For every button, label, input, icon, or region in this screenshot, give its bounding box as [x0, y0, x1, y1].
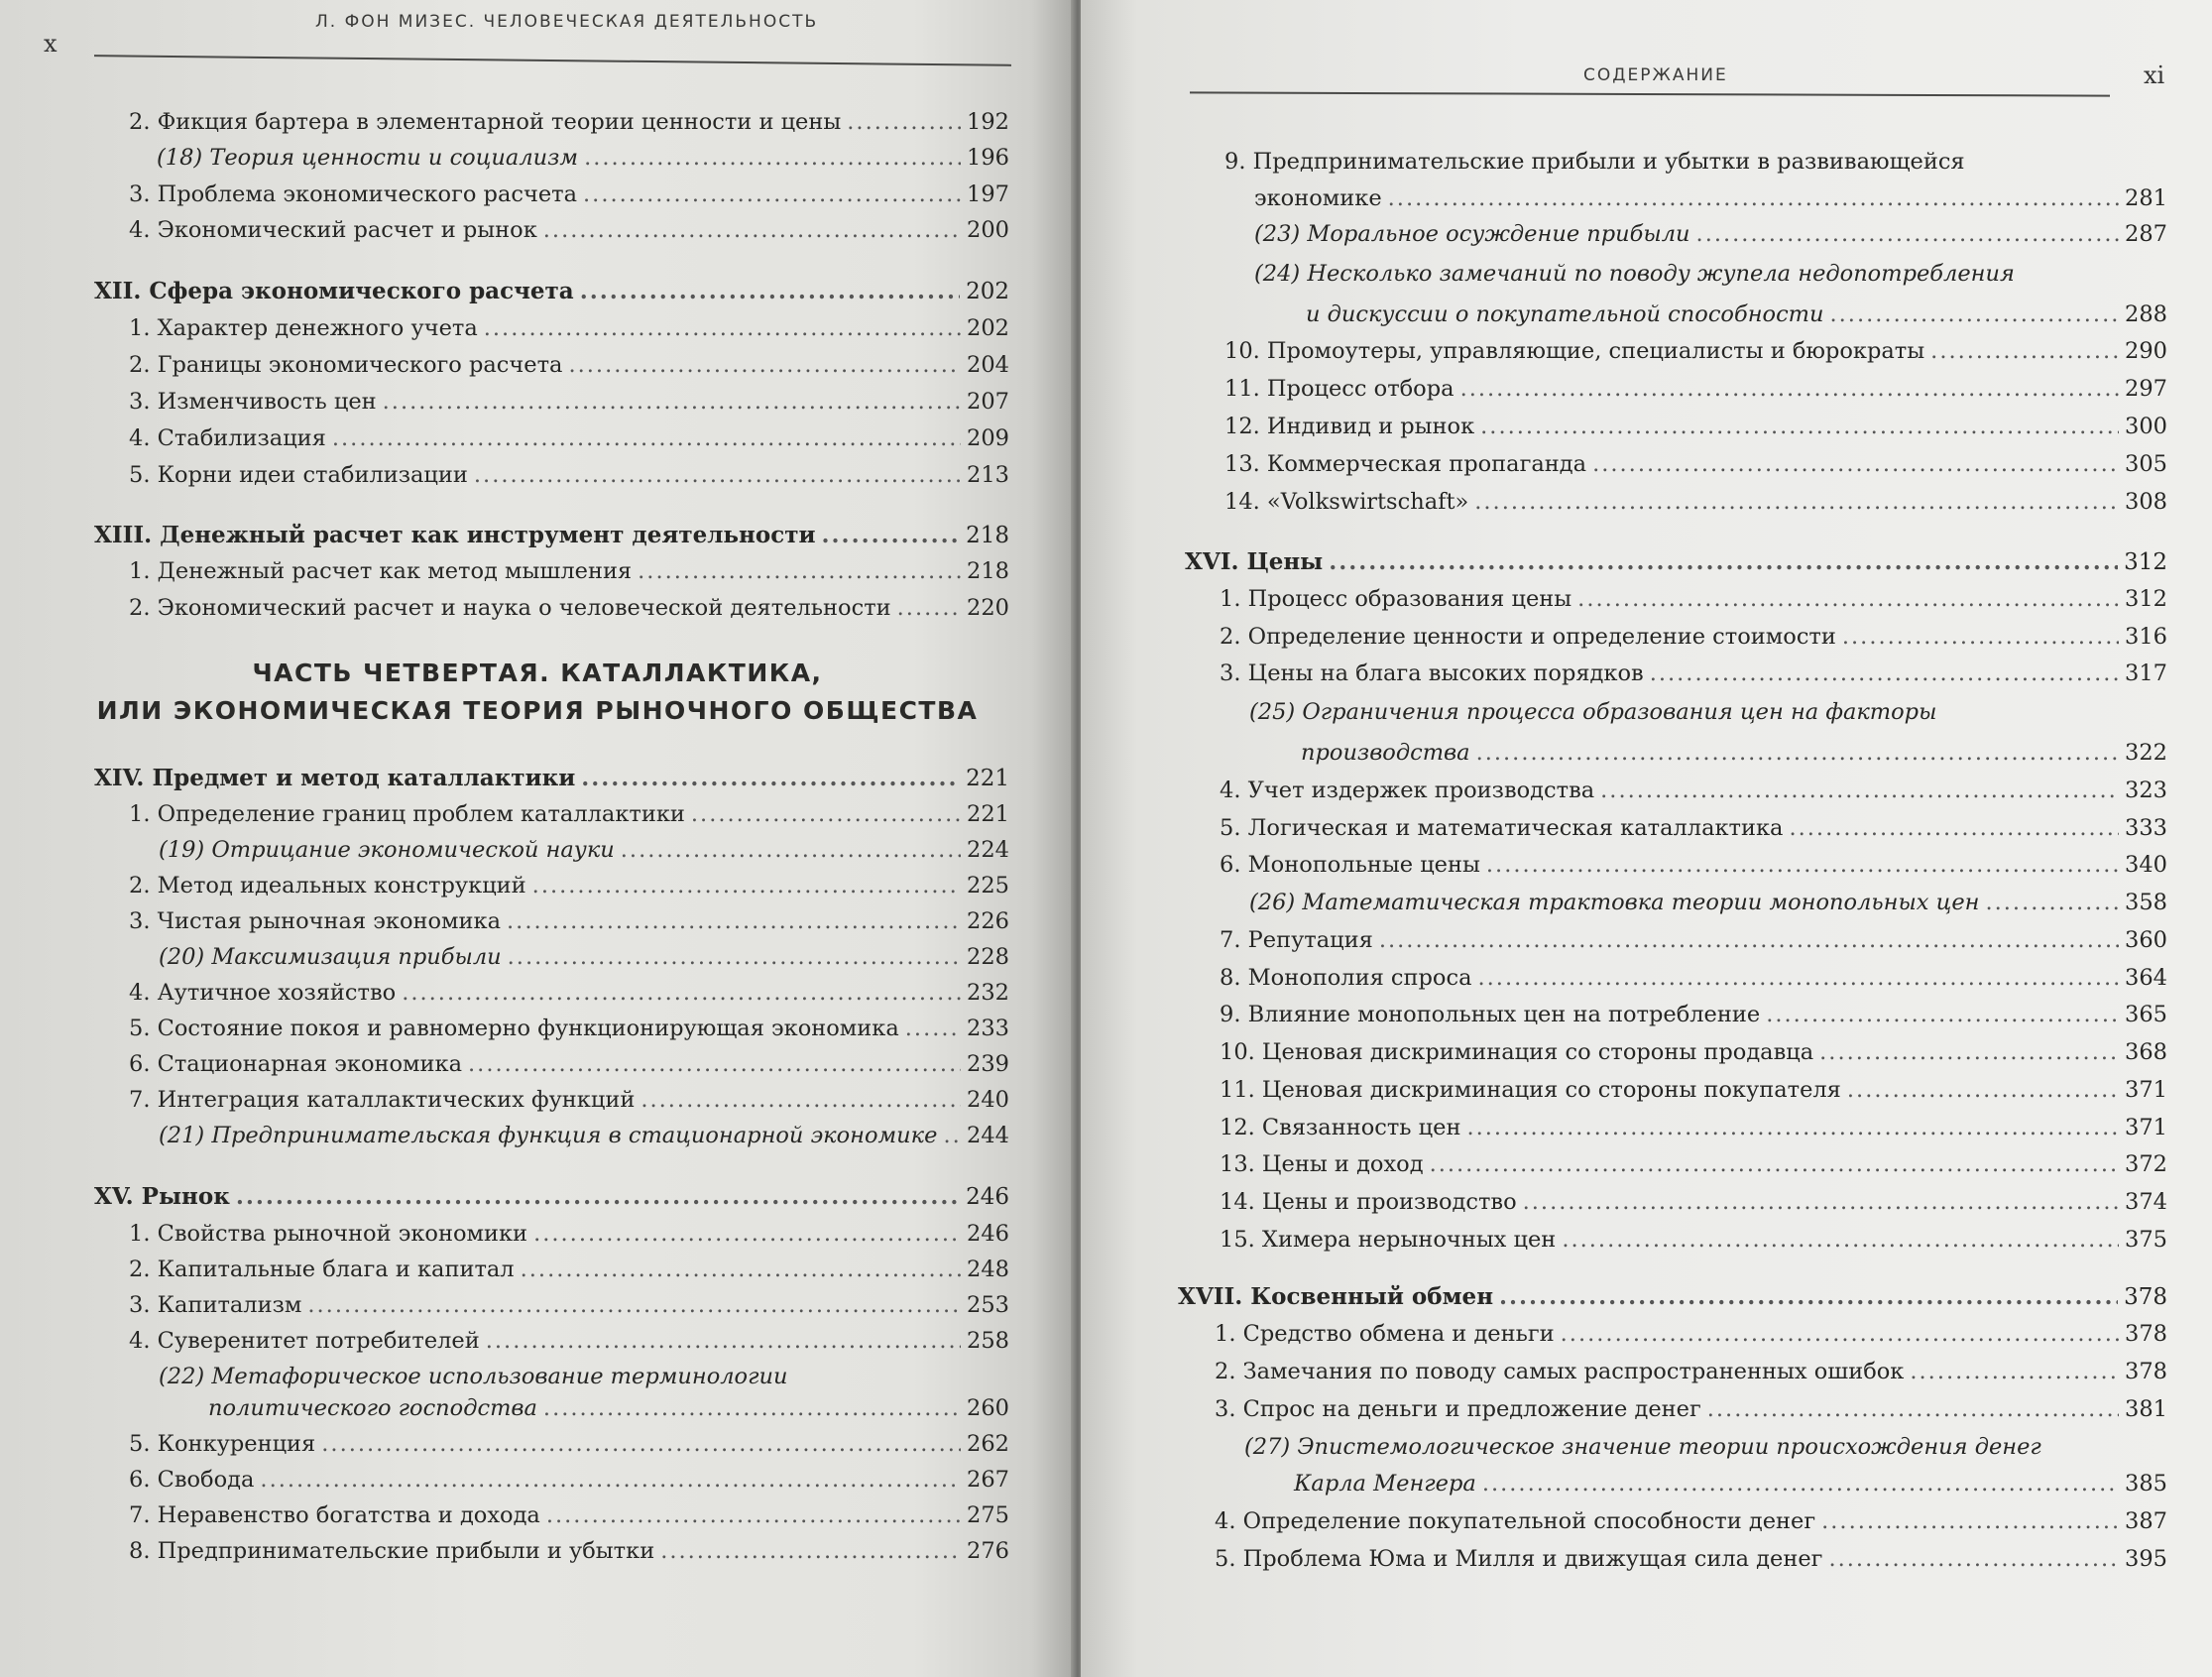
toc-entry-page: 202 [967, 315, 1009, 341]
toc-entry[interactable] [1220, 776, 2167, 805]
leader-dots [521, 1255, 961, 1284]
toc-entry-title: 4. Учет издержек производства [1220, 778, 1595, 803]
toc-entry-title: 8. Предпринимательские прибыли и убытки [129, 1538, 655, 1564]
left-running-head: Л. ФОН МИЗЕС. ЧЕЛОВЕЧЕСКАЯ ДЕЯТЕЛЬНОСТЬ [315, 12, 819, 32]
toc-entry-page: 305 [2125, 451, 2167, 477]
toc-entry[interactable] [1220, 659, 2167, 688]
toc-entry[interactable] [1220, 622, 2167, 652]
toc-entry-page: 218 [967, 558, 1009, 584]
toc-entry-title: 4. Стабилизация [129, 425, 326, 451]
toc-entry-page: 287 [2125, 221, 2167, 247]
toc-entry[interactable] [1215, 1544, 2167, 1574]
toc-entry-title: 9. Влияние монопольных цен на потребление [1220, 1002, 1761, 1027]
toc-entry[interactable] [129, 387, 1009, 417]
toc-entry[interactable] [157, 143, 1009, 173]
leader-dots [640, 1085, 961, 1115]
toc-entry-page: 288 [2125, 301, 2167, 327]
toc-entry-page: 192 [967, 109, 1009, 135]
toc-entry-title: XIII. Денежный расчет как инструмент деятельности [94, 522, 816, 548]
leader-dots [1499, 1282, 2118, 1312]
toc-entry-title: 7. Неравенство богатства и дохода [129, 1502, 540, 1528]
toc-entry[interactable] [1301, 738, 2167, 768]
toc-entry-title: 7. Интеграция каталлактических функций [129, 1087, 636, 1113]
leader-dots [402, 978, 961, 1008]
toc-entry-page: 246 [967, 1221, 1009, 1247]
leader-dots [474, 460, 961, 490]
toc-entry[interactable] [1220, 925, 2167, 955]
toc-entry-title: 12. Связанность цен [1220, 1115, 1461, 1140]
leader-dots [332, 423, 961, 453]
toc-entry[interactable] [1224, 487, 2167, 517]
toc-entry-title: 1. Свойства рыночной экономики [129, 1221, 528, 1247]
toc-entry-page: 275 [967, 1502, 1009, 1528]
part-title [0, 655, 1075, 730]
leader-dots [1830, 299, 2120, 329]
toc-entry-page: 322 [2125, 740, 2167, 766]
toc-entry[interactable] [1220, 584, 2167, 614]
leader-dots [1577, 584, 2119, 614]
toc-chapter[interactable] [94, 277, 1009, 306]
toc-entry[interactable] [1215, 1319, 2167, 1349]
toc-entry[interactable] [129, 1465, 1009, 1495]
toc-entry[interactable] [129, 350, 1009, 380]
toc-entry[interactable] [129, 313, 1009, 343]
toc-entry-title: 3. Спрос на деньги и предложение денег [1215, 1396, 1701, 1422]
leader-dots [533, 1219, 961, 1249]
leader-dots [1842, 622, 2119, 652]
right-folio: xi [2144, 61, 2165, 89]
toc-entry-page: 196 [967, 145, 1009, 171]
toc-entry[interactable] [129, 1536, 1009, 1566]
leader-dots [1329, 547, 2118, 577]
toc-entry-page: 371 [2125, 1077, 2167, 1103]
toc-entry-page: 297 [2125, 376, 2167, 402]
toc-entry[interactable] [1215, 1506, 2167, 1536]
leader-dots [507, 906, 961, 936]
toc-entry-title: XII. Сфера экономического расчета [94, 278, 574, 304]
leader-dots [1460, 374, 2119, 404]
toc-entry-page: 232 [967, 980, 1009, 1006]
toc-entry-title: 1. Определение границ проблем каталлактики [129, 801, 685, 827]
toc-entry-title: 1. Процесс образования цены [1220, 586, 1572, 612]
leader-dots [1707, 1394, 2119, 1424]
toc-entry[interactable] [129, 799, 1009, 829]
toc-entry[interactable] [129, 215, 1009, 245]
toc-entry[interactable] [1220, 1113, 2167, 1142]
toc-entry-title: 15. Химера нерыночных цен [1220, 1227, 1557, 1253]
leader-dots [1821, 1506, 2119, 1536]
toc-entry-page: 364 [2125, 965, 2167, 991]
toc-entry-title: 5. Логическая и математическая каталлактика [1220, 815, 1784, 841]
leader-dots [1561, 1319, 2119, 1349]
toc-entry-title: 11. Процесс отбора [1224, 376, 1455, 402]
toc-entry-title: 3. Чистая рыночная экономика [129, 908, 502, 934]
leader-dots [260, 1465, 961, 1495]
leader-dots [543, 1393, 961, 1423]
toc-entry-title: 4. Суверенитет потребителей [129, 1328, 480, 1354]
toc-entry-page: 204 [967, 352, 1009, 378]
toc-entry-page: 375 [2125, 1227, 2167, 1253]
toc-entry-title: 5. Состояние покоя и равномерно функционирующая экономика [129, 1016, 899, 1041]
toc-entry-title: 13. Коммерческая пропаганда [1224, 451, 1587, 477]
leader-dots [508, 942, 961, 972]
toc-entry[interactable] [1294, 1469, 2167, 1498]
toc-entry-page: 221 [966, 766, 1009, 791]
toc-entry-page: 202 [966, 279, 1009, 304]
toc-chapter[interactable] [94, 764, 1009, 793]
toc-entry[interactable] [129, 871, 1009, 900]
toc-entry[interactable] [1220, 1037, 2167, 1067]
toc-entry[interactable] [159, 835, 1009, 865]
toc-entry-title: (20) Максимизация прибыли [159, 944, 502, 970]
leader-dots [532, 871, 961, 900]
left-folio: x [44, 30, 58, 58]
toc-entry[interactable] [129, 906, 1009, 936]
toc-entry-title: 6. Стационарная экономика [129, 1051, 463, 1077]
toc-entry-title: 4. Определение покупательной способности денег [1215, 1508, 1816, 1534]
toc-entry-title: 12. Индивид и рынок [1224, 414, 1475, 439]
toc-entry-title: XV. Рынок [94, 1183, 230, 1210]
toc-entry-page: 374 [2125, 1189, 2167, 1215]
toc-entry-title: производства [1301, 740, 1470, 766]
toc-entry[interactable] [1249, 888, 2167, 917]
right-page [1081, 0, 2212, 1677]
toc-entry-title: 14. «Volkswirtschaft» [1224, 489, 1469, 515]
toc-entry-title: 1. Средство обмена и деньги [1215, 1321, 1555, 1347]
part-title-line-2: ИЛИ ЭКОНОМИЧЕСКАЯ ТЕОРИЯ РЫНОЧНОГО ОБЩЕСТВА [96, 696, 979, 725]
toc-entry-page: 323 [2125, 778, 2167, 803]
left-page [0, 0, 1075, 1677]
toc-entry[interactable] [159, 942, 1009, 972]
toc-entry-title: 2. Определение ценности и определение стоимости [1220, 624, 1836, 650]
leader-dots [1478, 963, 2120, 993]
left-header-rule [94, 55, 1011, 65]
toc-entry[interactable] [1220, 1187, 2167, 1217]
leader-dots [307, 1290, 961, 1320]
leader-dots [1430, 1149, 2119, 1179]
toc-entry-page: 378 [2124, 1284, 2167, 1310]
toc-entry-continued: (27) Эпистемологическое значение теории происхождения денег [1244, 1434, 2041, 1460]
toc-entry-page: 300 [2125, 414, 2167, 439]
toc-entry[interactable] [129, 460, 1009, 490]
toc-entry-page: 224 [967, 837, 1009, 863]
toc-entry[interactable] [129, 1219, 1009, 1249]
toc-entry-page: 387 [2125, 1508, 2167, 1534]
toc-entry-page: 378 [2125, 1321, 2167, 1347]
toc-entry[interactable] [129, 1014, 1009, 1043]
toc-entry-title: 3. Цены на блага высоких порядков [1220, 660, 1644, 686]
toc-entry[interactable] [129, 1290, 1009, 1320]
toc-entry-title: 2. Метод идеальных конструкций [129, 873, 526, 898]
toc-entry[interactable] [159, 1121, 1009, 1150]
toc-entry-title: 10. Промоутеры, управляющие, специалисты и бюрократы [1224, 338, 1925, 364]
leader-dots [580, 277, 960, 306]
toc-entry-title: Карла Менгера [1294, 1471, 1476, 1497]
toc-entry-page: 260 [967, 1395, 1009, 1421]
toc-entry-page: 312 [2125, 586, 2167, 612]
toc-entry-page: 197 [967, 181, 1009, 207]
leader-dots [1985, 888, 2119, 917]
toc-entry-title: XIV. Предмет и метод каталлактики [94, 765, 576, 791]
leader-dots [543, 215, 961, 245]
toc-entry-page: 240 [967, 1087, 1009, 1113]
leader-dots [1650, 659, 2119, 688]
toc-entry[interactable] [129, 1085, 1009, 1115]
leader-dots [584, 143, 961, 173]
toc-entry[interactable] [1224, 412, 2167, 441]
toc-entry-page: 200 [967, 217, 1009, 243]
leader-dots [638, 556, 961, 586]
toc-entry[interactable] [129, 180, 1009, 209]
toc-entry-page: 395 [2125, 1546, 2167, 1572]
leader-dots [236, 1182, 960, 1212]
toc-entry-page: 276 [967, 1538, 1009, 1564]
toc-entry-page: 378 [2125, 1359, 2167, 1384]
toc-entry[interactable] [1220, 1225, 2167, 1255]
toc-chapter[interactable] [1178, 1282, 2167, 1312]
toc-entry-page: 340 [2125, 852, 2167, 878]
leader-dots [1910, 1357, 2119, 1386]
toc-entry-page: 371 [2125, 1115, 2167, 1140]
toc-entry-title: 3. Изменчивость цен [129, 389, 377, 415]
toc-entry-page: 290 [2125, 338, 2167, 364]
toc-entry-continued: (22) Метафорическое использование терминологии [159, 1364, 788, 1389]
leader-dots [581, 764, 960, 793]
toc-entry-page: 258 [967, 1328, 1009, 1354]
toc-entry-title: 1. Денежный расчет как метод мышления [129, 558, 633, 584]
leader-dots [1766, 1000, 2119, 1029]
toc-entry[interactable] [1215, 1357, 2167, 1386]
toc-entry-page: 221 [967, 801, 1009, 827]
toc-entry-title: XVI. Цены [1185, 548, 1324, 575]
toc-entry-page: 220 [967, 595, 1009, 621]
toc-entry-page: 381 [2125, 1396, 2167, 1422]
leader-dots [546, 1500, 961, 1530]
toc-entry[interactable] [129, 1049, 1009, 1079]
leader-dots [943, 1121, 961, 1150]
toc-entry-page: 317 [2125, 660, 2167, 686]
toc-entry[interactable] [129, 1255, 1009, 1284]
leader-dots [1486, 850, 2119, 880]
toc-entry[interactable] [208, 1393, 1009, 1423]
leader-dots [1466, 1113, 2119, 1142]
toc-entry[interactable] [1215, 1394, 2167, 1424]
toc-entry-title: 14. Цены и производство [1220, 1189, 1517, 1215]
toc-entry-page: 253 [967, 1292, 1009, 1318]
toc-entry-page: 207 [967, 389, 1009, 415]
toc-entry[interactable] [129, 1326, 1009, 1356]
leader-dots [1696, 219, 2120, 249]
toc-entry[interactable] [1220, 1075, 2167, 1105]
toc-entry[interactable] [129, 978, 1009, 1008]
toc-entry[interactable] [1220, 813, 2167, 843]
toc-entry-page: 226 [967, 908, 1009, 934]
toc-entry[interactable] [129, 1500, 1009, 1530]
leader-dots [1819, 1037, 2119, 1067]
leader-dots [1592, 449, 2119, 479]
toc-entry-title: 2. Замечания по поводу самых распространенных ошибок [1215, 1359, 1905, 1384]
toc-chapter[interactable] [1185, 547, 2167, 577]
leader-dots [1600, 776, 2119, 805]
toc-entry-title: 4. Экономический расчет и рынок [129, 217, 537, 243]
right-header-rule [1190, 91, 2110, 96]
toc-entry-title: 2. Фикция бартера в элементарной теории ценности и цены [129, 109, 842, 135]
leader-dots [486, 1326, 961, 1356]
toc-entry[interactable] [1224, 336, 2167, 366]
toc-entry-page: 358 [2125, 890, 2167, 915]
toc-entry-page: 218 [966, 523, 1009, 548]
toc-entry-title: (26) Математическая трактовка теории монопольных цен [1249, 890, 1980, 915]
toc-entry-title: политического господства [208, 1395, 537, 1421]
toc-entry-page: 368 [2125, 1039, 2167, 1065]
toc-entry-title: 11. Ценовая дискриминация со стороны покупателя [1220, 1077, 1841, 1103]
toc-entry-page: 225 [967, 873, 1009, 898]
toc-entry[interactable] [1220, 850, 2167, 880]
leader-dots [905, 1014, 961, 1043]
toc-entry-page: 244 [967, 1123, 1009, 1148]
leader-dots [468, 1049, 961, 1079]
toc-chapter[interactable] [94, 1182, 1009, 1212]
toc-entry-page: 333 [2125, 815, 2167, 841]
toc-entry-title: 4. Аутичное хозяйство [129, 980, 397, 1006]
toc-entry-page: 239 [967, 1051, 1009, 1077]
toc-entry[interactable] [129, 1429, 1009, 1459]
toc-entry[interactable] [129, 593, 1009, 623]
toc-entry-title: 6. Свобода [129, 1467, 255, 1493]
leader-dots [660, 1536, 961, 1566]
right-running-head: СОДЕРЖАНИЕ [1583, 65, 1728, 85]
toc-entry-page: 213 [967, 462, 1009, 488]
toc-entry-page: 308 [2125, 489, 2167, 515]
toc-entry-title: (21) Предпринимательская функция в стационарной экономике [159, 1123, 938, 1148]
toc-entry[interactable] [1220, 1149, 2167, 1179]
toc-entry-title: экономике [1254, 185, 1382, 211]
toc-entry-title: 7. Репутация [1220, 927, 1373, 953]
toc-entry-page: 316 [2125, 624, 2167, 650]
leader-dots [822, 521, 961, 550]
toc-entry-title: 13. Цены и доход [1220, 1151, 1424, 1177]
leader-dots [568, 350, 961, 380]
toc-entry-page: 267 [967, 1467, 1009, 1493]
leader-dots [1474, 487, 2119, 517]
toc-entry-title: 1. Характер денежного учета [129, 315, 478, 341]
toc-entry-page: 246 [966, 1184, 1009, 1210]
toc-entry-title: XVII. Косвенный обмен [1178, 1283, 1494, 1310]
toc-entry-title: 3. Проблема экономического расчета [129, 181, 578, 207]
toc-entry-page: 228 [967, 944, 1009, 970]
toc-entry-continued: (24) Несколько замечаний по поводу жупела недопотребления [1254, 261, 2015, 287]
leader-dots [583, 180, 961, 209]
toc-entry-title: и дискуссии о покупательной способности [1306, 301, 1824, 327]
toc-entry-title: 3. Капитализм [129, 1292, 302, 1318]
leader-dots [1523, 1187, 2119, 1217]
toc-entry-page: 312 [2124, 549, 2167, 575]
toc-entry-page: 385 [2125, 1471, 2167, 1497]
leader-dots [383, 387, 961, 417]
leader-dots [1828, 1544, 2119, 1574]
leader-dots [484, 313, 961, 343]
toc-entry[interactable] [1224, 449, 2167, 479]
toc-entry-page: 233 [967, 1016, 1009, 1041]
toc-entry-page: 262 [967, 1431, 1009, 1457]
part-title-line-1: ЧАСТЬ ЧЕТВЕРТАЯ. КАТАЛЛАКТИКА, [252, 659, 823, 687]
leader-dots [1388, 183, 2119, 213]
leader-dots [1482, 1469, 2119, 1498]
toc-entry-page: 365 [2125, 1002, 2167, 1027]
leader-dots [1379, 925, 2119, 955]
toc-entry-continued: 9. Предпринимательские прибыли и убытки в развивающейся [1224, 149, 1965, 175]
toc-entry-page: 372 [2125, 1151, 2167, 1177]
leader-dots [1476, 738, 2119, 768]
leader-dots [321, 1429, 961, 1459]
toc-entry-title: 8. Монополия спроса [1220, 965, 1472, 991]
leader-dots [621, 835, 961, 865]
toc-entry[interactable] [1306, 299, 2167, 329]
toc-entry-title: 5. Корни идеи стабилизации [129, 462, 468, 488]
toc-entry[interactable] [129, 423, 1009, 453]
toc-entry[interactable] [1220, 963, 2167, 993]
toc-entry-page: 281 [2125, 185, 2167, 211]
toc-entry[interactable] [1220, 1000, 2167, 1029]
leader-dots [1562, 1225, 2119, 1255]
leader-dots [1930, 336, 2119, 366]
toc-entry-title: (23) Моральное осуждение прибыли [1254, 221, 1690, 247]
toc-entry-title: 5. Конкуренция [129, 1431, 316, 1457]
toc-entry-title: 5. Проблема Юма и Милля и движущая сила денег [1215, 1546, 1823, 1572]
toc-entry-title: 2. Границы экономического расчета [129, 352, 563, 378]
toc-entry[interactable] [1254, 183, 2167, 213]
toc-entry-title: 2. Экономический расчет и наука о человеческой деятельности [129, 595, 891, 621]
leader-dots [1789, 813, 2119, 843]
leader-dots [847, 107, 961, 137]
toc-entry-title: 6. Монопольные цены [1220, 852, 1480, 878]
toc-entry-title: 10. Ценовая дискриминация со стороны продавца [1220, 1039, 1814, 1065]
leader-dots [897, 593, 961, 623]
leader-dots [1847, 1075, 2119, 1105]
leader-dots [691, 799, 961, 829]
toc-entry-page: 248 [967, 1257, 1009, 1282]
toc-entry[interactable] [129, 107, 1009, 137]
toc-entry-page: 360 [2125, 927, 2167, 953]
toc-entry[interactable] [1254, 219, 2167, 249]
toc-entry[interactable] [129, 556, 1009, 586]
toc-entry-title: (18) Теория ценности и социализм [157, 145, 579, 171]
leader-dots [1480, 412, 2119, 441]
toc-entry-page: 209 [967, 425, 1009, 451]
toc-entry-continued: (25) Ограничения процесса образования цен на факторы [1249, 699, 1937, 725]
toc-chapter[interactable] [94, 521, 1009, 550]
toc-entry-title: 2. Капитальные блага и капитал [129, 1257, 515, 1282]
toc-entry-title: (19) Отрицание экономической науки [159, 837, 615, 863]
toc-entry[interactable] [1224, 374, 2167, 404]
